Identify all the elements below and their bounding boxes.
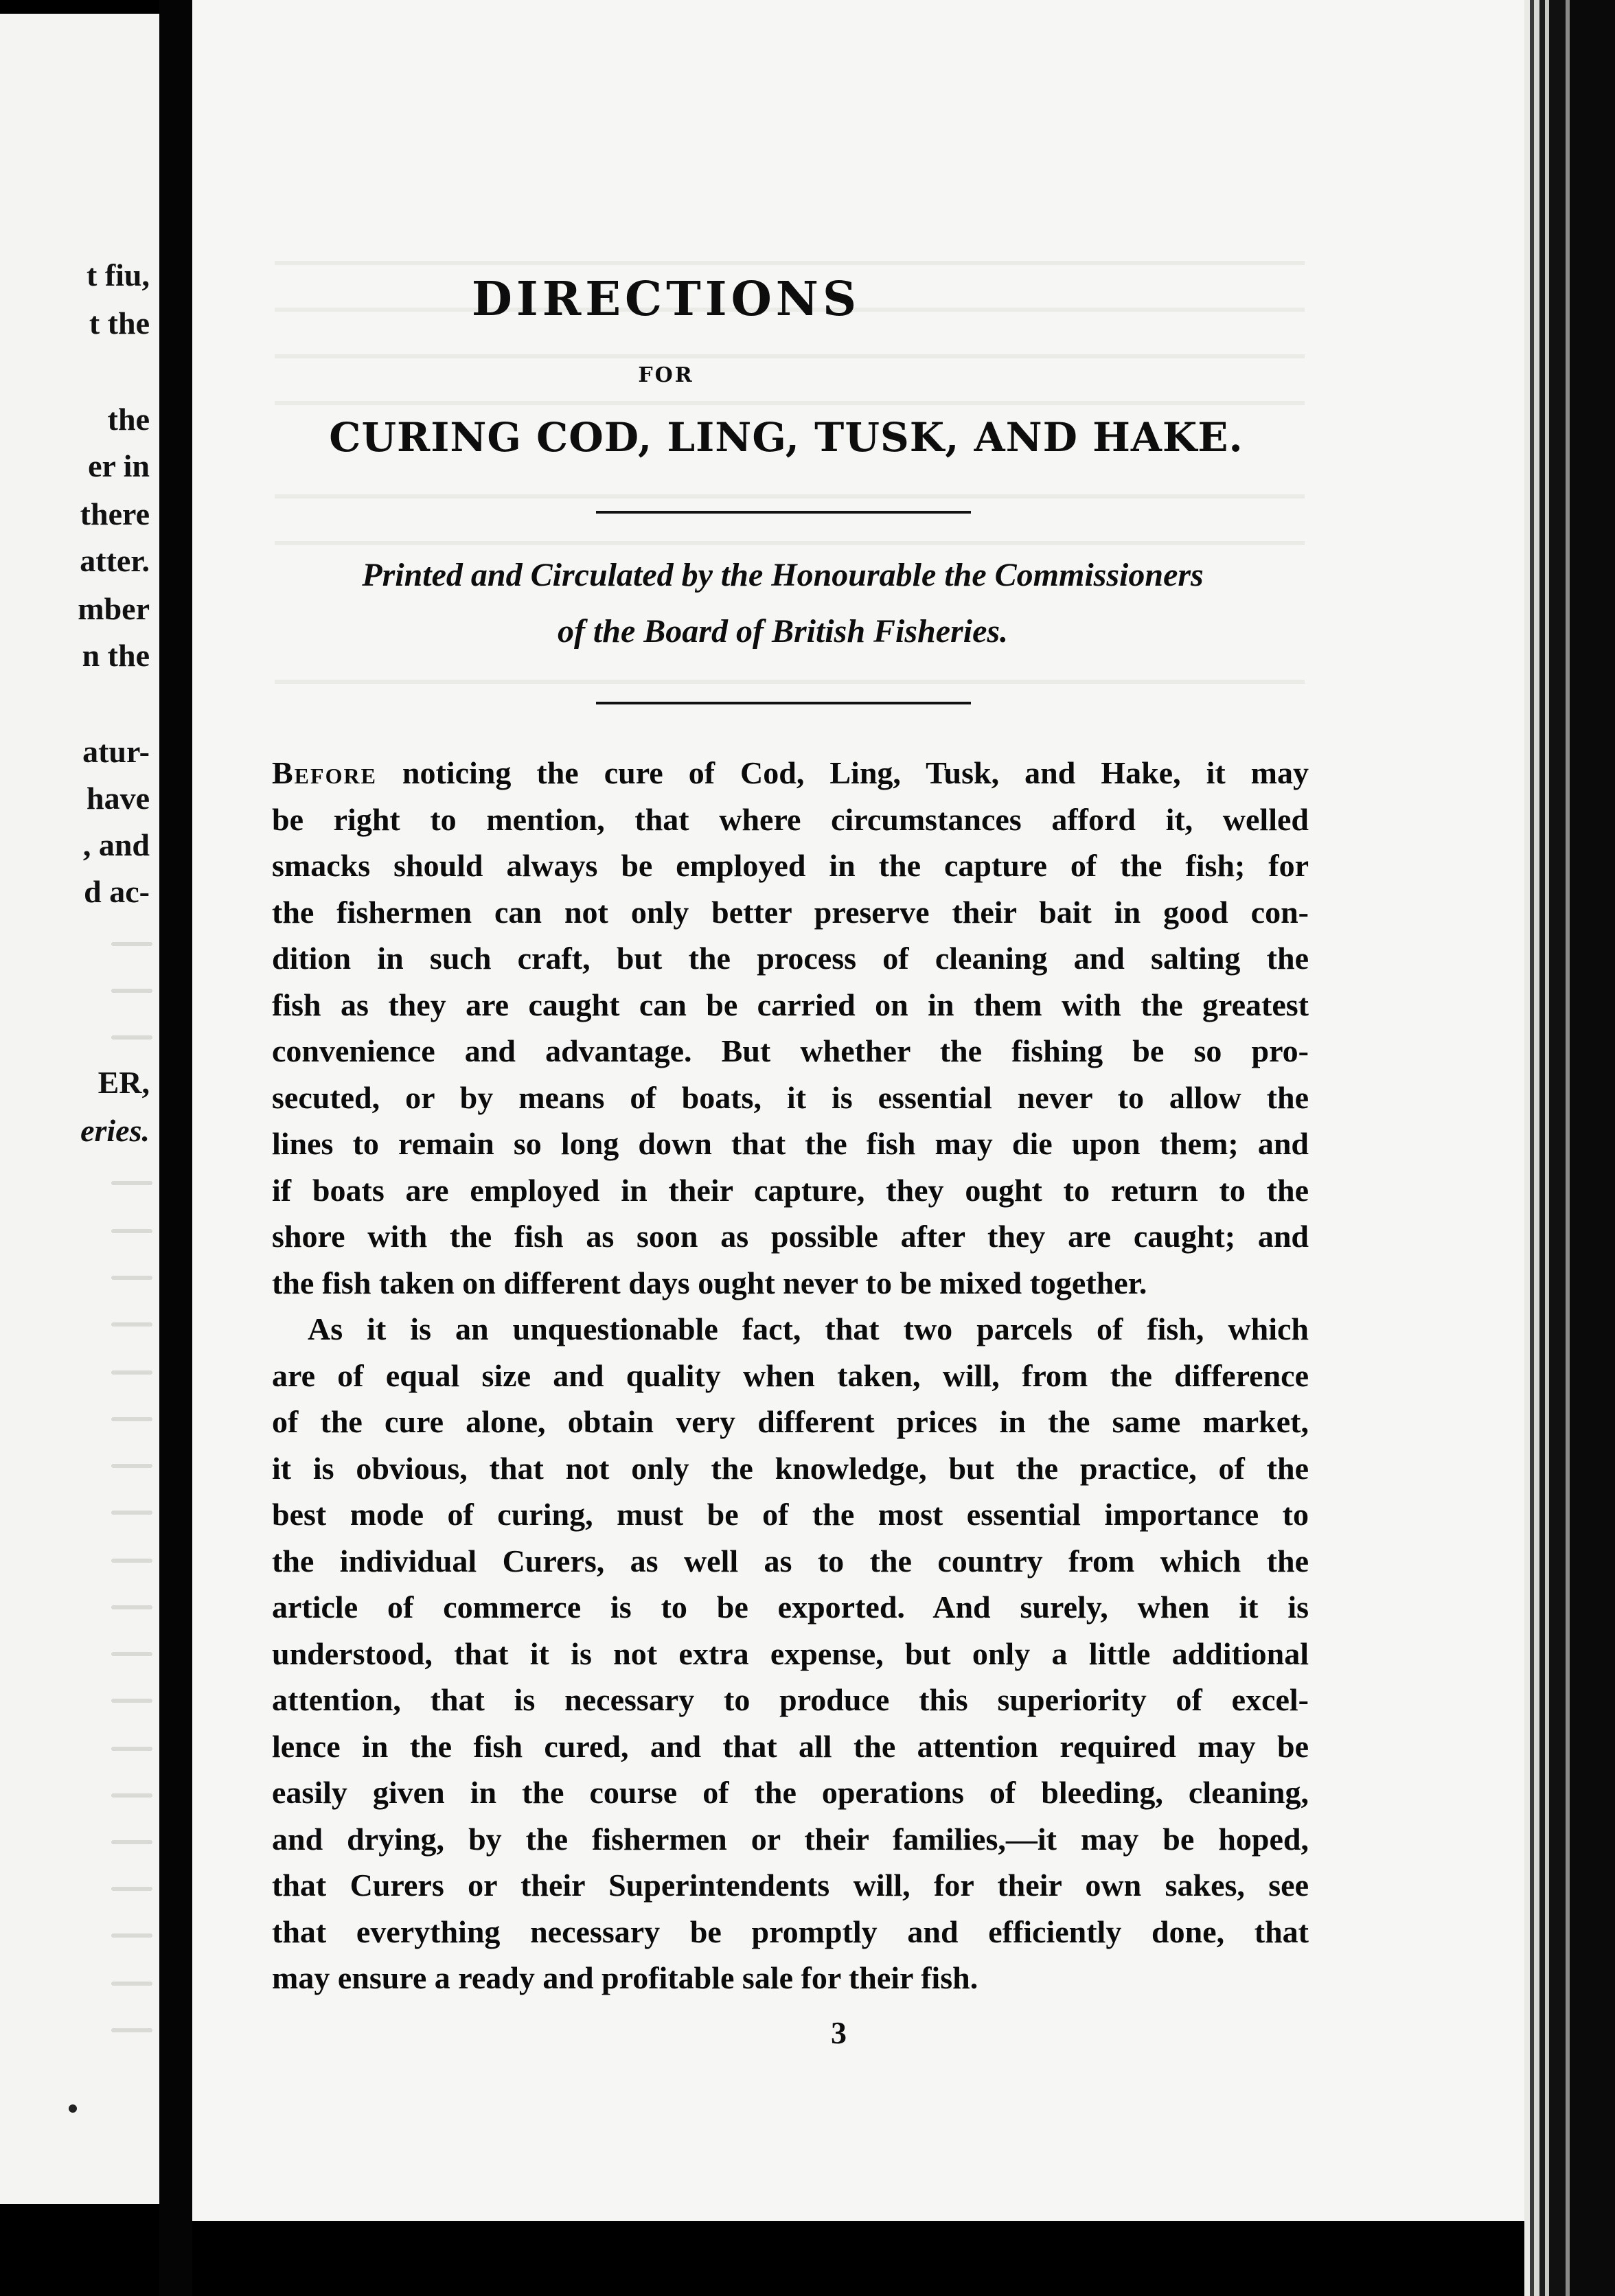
left-page-fragment: there <box>80 496 150 531</box>
text-line: dition in such craft, but the process of cleaning and salting the <box>272 941 1309 976</box>
text-line: smacks should always be employed in the capture of the fish; for <box>272 848 1309 883</box>
text-line: the individual Curers, as well as to the country from which the <box>272 1543 1309 1578</box>
text-line: easily given in the course of the operations of bleeding, cleaning, <box>272 1775 1309 1810</box>
bleed-through-mark <box>111 1793 152 1798</box>
left-page-fragment: atur- <box>82 734 150 769</box>
left-page-fragment: mber <box>78 591 150 626</box>
left-page-fragment: n the <box>82 638 150 673</box>
bleed-through-mark <box>111 1747 152 1751</box>
text-line: attention, that is necessary to produce this superiority of excel- <box>272 1682 1309 1717</box>
left-page-fragment: , and <box>82 827 150 862</box>
text-line: secuted, or by means of boats, it is essential never to allow the <box>272 1079 1309 1115</box>
body-text <box>272 750 1309 2001</box>
bleed-through-mark <box>111 1840 152 1844</box>
text-line: that everything necessary be promptly and efficiently done, that <box>272 1914 1309 1949</box>
bleed-through-mark <box>111 1322 152 1327</box>
imprint-line: Printed and Circulated by the Honourable the Commissioners <box>362 557 1204 593</box>
text-line: fish as they are caught can be carried on in them with the greatest <box>272 987 1309 1022</box>
text-line: As it is an unquestionable fact, that two parcels of fish, which <box>308 1311 1309 1346</box>
text-line-rest: noticing the cure of Cod, Ling, Tusk, and Hake, it may <box>376 755 1309 790</box>
divider-rule <box>596 702 971 704</box>
text-line: the fishermen can not only better preserve their bait in good con- <box>272 894 1309 930</box>
text-line <box>272 750 1309 796</box>
bleed-through-mark <box>111 1559 152 1563</box>
left-facing-page <box>0 14 159 2204</box>
bleed-through-mark <box>111 1511 152 1515</box>
left-page-fragment: have <box>87 781 150 816</box>
left-page-fragment: atter. <box>80 543 150 578</box>
bleed-through-mark <box>111 1464 152 1468</box>
bleed-through-mark <box>275 354 1305 358</box>
bleed-through-mark <box>111 1652 152 1656</box>
text-line: and drying, by the fishermen or their families,—it may be hoped, <box>272 1821 1309 1857</box>
text-line: convenience and advantage. But whether the fishing be so pro- <box>272 1033 1309 1068</box>
bleed-through-mark <box>111 942 152 946</box>
page-subtitle: CURING COD, LING, TUSK, AND HAKE. <box>329 414 1244 461</box>
bleed-through-mark <box>111 1982 152 1986</box>
left-page-fragment: ER, <box>98 1065 150 1100</box>
text-line: shore with the fish as soon as possible after they are caught; and <box>272 1219 1309 1254</box>
text-line: it is obvious, that not only the knowledge, but the practice, of the <box>272 1450 1309 1486</box>
bleed-through-mark <box>111 1887 152 1891</box>
bleed-through-mark <box>111 1933 152 1938</box>
left-page-fragment: the <box>107 402 150 437</box>
imprint-line: of the Board of British Fisheries. <box>557 613 1009 650</box>
text-line: the fish taken on different days ought never to be mixed together. <box>272 1265 1147 1300</box>
text-line: best mode of curing, must be of the most essential importance to <box>272 1497 1309 1532</box>
bleed-through-mark <box>275 261 1305 265</box>
bleed-through-mark <box>111 2028 152 2032</box>
left-page-fragment: t the <box>89 306 150 341</box>
text-line: that Curers or their Superintendents will, for their own sakes, see <box>272 1868 1309 1903</box>
bleed-through-mark <box>111 989 152 993</box>
left-page-fragment: t fiu, <box>87 257 150 292</box>
bleed-through-mark <box>111 1035 152 1040</box>
text-line: may ensure a ready and profitable sale for their fish. <box>272 1960 978 1995</box>
text-line: lence in the fish cured, and that all the attention required may be <box>272 1728 1309 1764</box>
text-line: are of equal size and quality when taken, will, from the difference <box>272 1357 1309 1393</box>
text-line: if boats are employed in their capture, they ought to return to the <box>272 1172 1309 1208</box>
bleed-through-mark <box>275 494 1305 498</box>
left-page-fragment: d ac- <box>84 874 150 909</box>
bleed-through-mark <box>111 1417 152 1421</box>
bleed-through-mark <box>111 1181 152 1185</box>
page-title: DIRECTIONS <box>471 272 861 327</box>
bleed-through-mark <box>111 1605 152 1609</box>
bleed-through-mark <box>111 1699 152 1703</box>
text-line: lines to remain so long down that the fish may die upon them; and <box>272 1126 1309 1161</box>
opening-word: Before <box>272 755 377 790</box>
text-line: article of commerce is to be exported. And surely, when it is <box>272 1589 1309 1625</box>
bleed-through-mark <box>275 541 1305 545</box>
bleed-through-mark <box>111 1370 152 1375</box>
page-stack-edge <box>1524 0 1615 2296</box>
left-page-fragment: eries. <box>80 1113 150 1148</box>
bleed-through-mark <box>111 1229 152 1233</box>
text-line: of the cure alone, obtain very different prices in the same market, <box>272 1404 1309 1439</box>
text-line: understood, that it is not extra expense, but only a little additional <box>272 1635 1309 1671</box>
text-line: be right to mention, that where circumstances afford it, welled <box>272 801 1309 837</box>
divider-rule <box>596 511 971 514</box>
bleed-through-mark <box>275 401 1305 405</box>
bleed-through-mark <box>111 1276 152 1280</box>
title-connector: FOR <box>638 363 694 387</box>
bleed-through-mark <box>275 680 1305 684</box>
left-page-fragment: er in <box>88 448 150 483</box>
book-gutter <box>159 0 192 2296</box>
ink-speck <box>69 2104 77 2113</box>
page-number: 3 <box>831 2015 847 2050</box>
